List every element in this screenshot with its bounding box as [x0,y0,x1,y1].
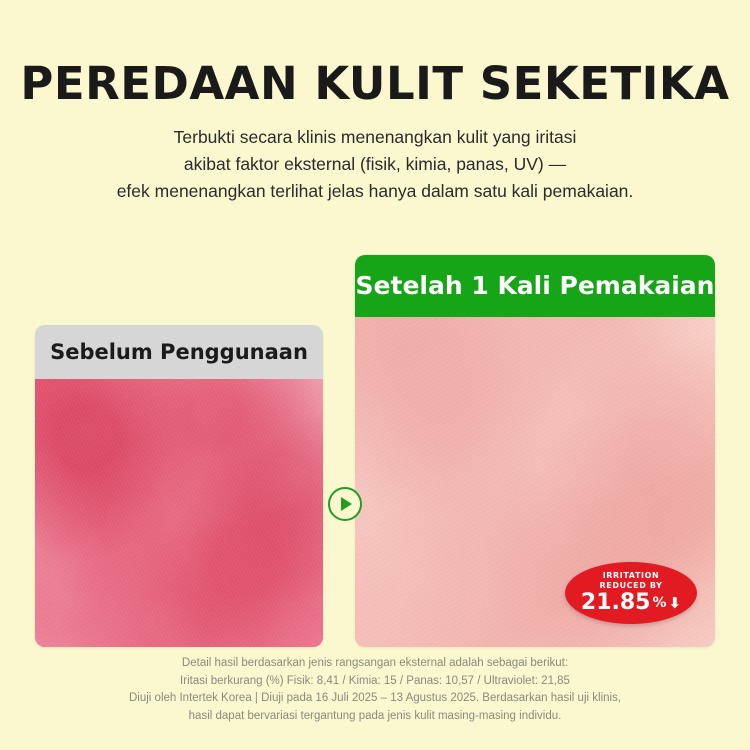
footnote [0,655,750,725]
footnote-line-3: Diuji oleh Intertek Korea | Diuji pada 16 Juli 2025 – 13 Agustus 2025. Berdasarkan hasil uji klinis, [128,692,622,704]
subheadline [0,124,750,205]
footnote-line-4: hasil dapat bervariasi tergantung pada jenis kulit masing-masing individu. [188,709,562,722]
after-panel-label: Setelah 1 Kali Pemakaian [355,255,715,317]
before-panel [35,325,323,647]
arrow-down-icon: ⬇ [668,594,682,612]
subheadline-line-1: Terbukti secara klinis menenangkan kulit yang iritasi [173,127,577,147]
result-badge-caption-line-1: IRRITATION [602,571,660,580]
footnote-line-1: Detail hasil berdasarkan jenis rangsangan eksternal adalah sebagai berikut: [181,657,569,669]
before-panel-label: Sebelum Penggunaan [35,325,323,379]
footnote-line-2: Iritasi berkurang (%) Fisik: 8,41 / Kimia: 15 / Panas: 10,57 / Ultraviolet: 21,85 [180,674,570,687]
play-arrow-icon [328,487,362,521]
result-badge-unit: % [652,595,667,611]
skin-texture-overlay [35,379,323,647]
play-arrow-triangle [341,497,352,511]
subheadline-line-2: akibat faktor eksternal (fisik, kimia, panas, UV) — [183,154,567,174]
before-skin-image [35,379,323,647]
result-badge-value-row [581,591,681,615]
result-badge [565,562,697,624]
page-title: PEREDAAN KULIT SEKETIKA [20,57,730,110]
subheadline-line-3: efek menenangkan terlihat jelas hanya dalam satu kali pemakaian. [116,181,634,201]
result-badge-caption-line-2: REDUCED BY [599,581,663,590]
result-badge-value: 21.85 [580,590,651,615]
